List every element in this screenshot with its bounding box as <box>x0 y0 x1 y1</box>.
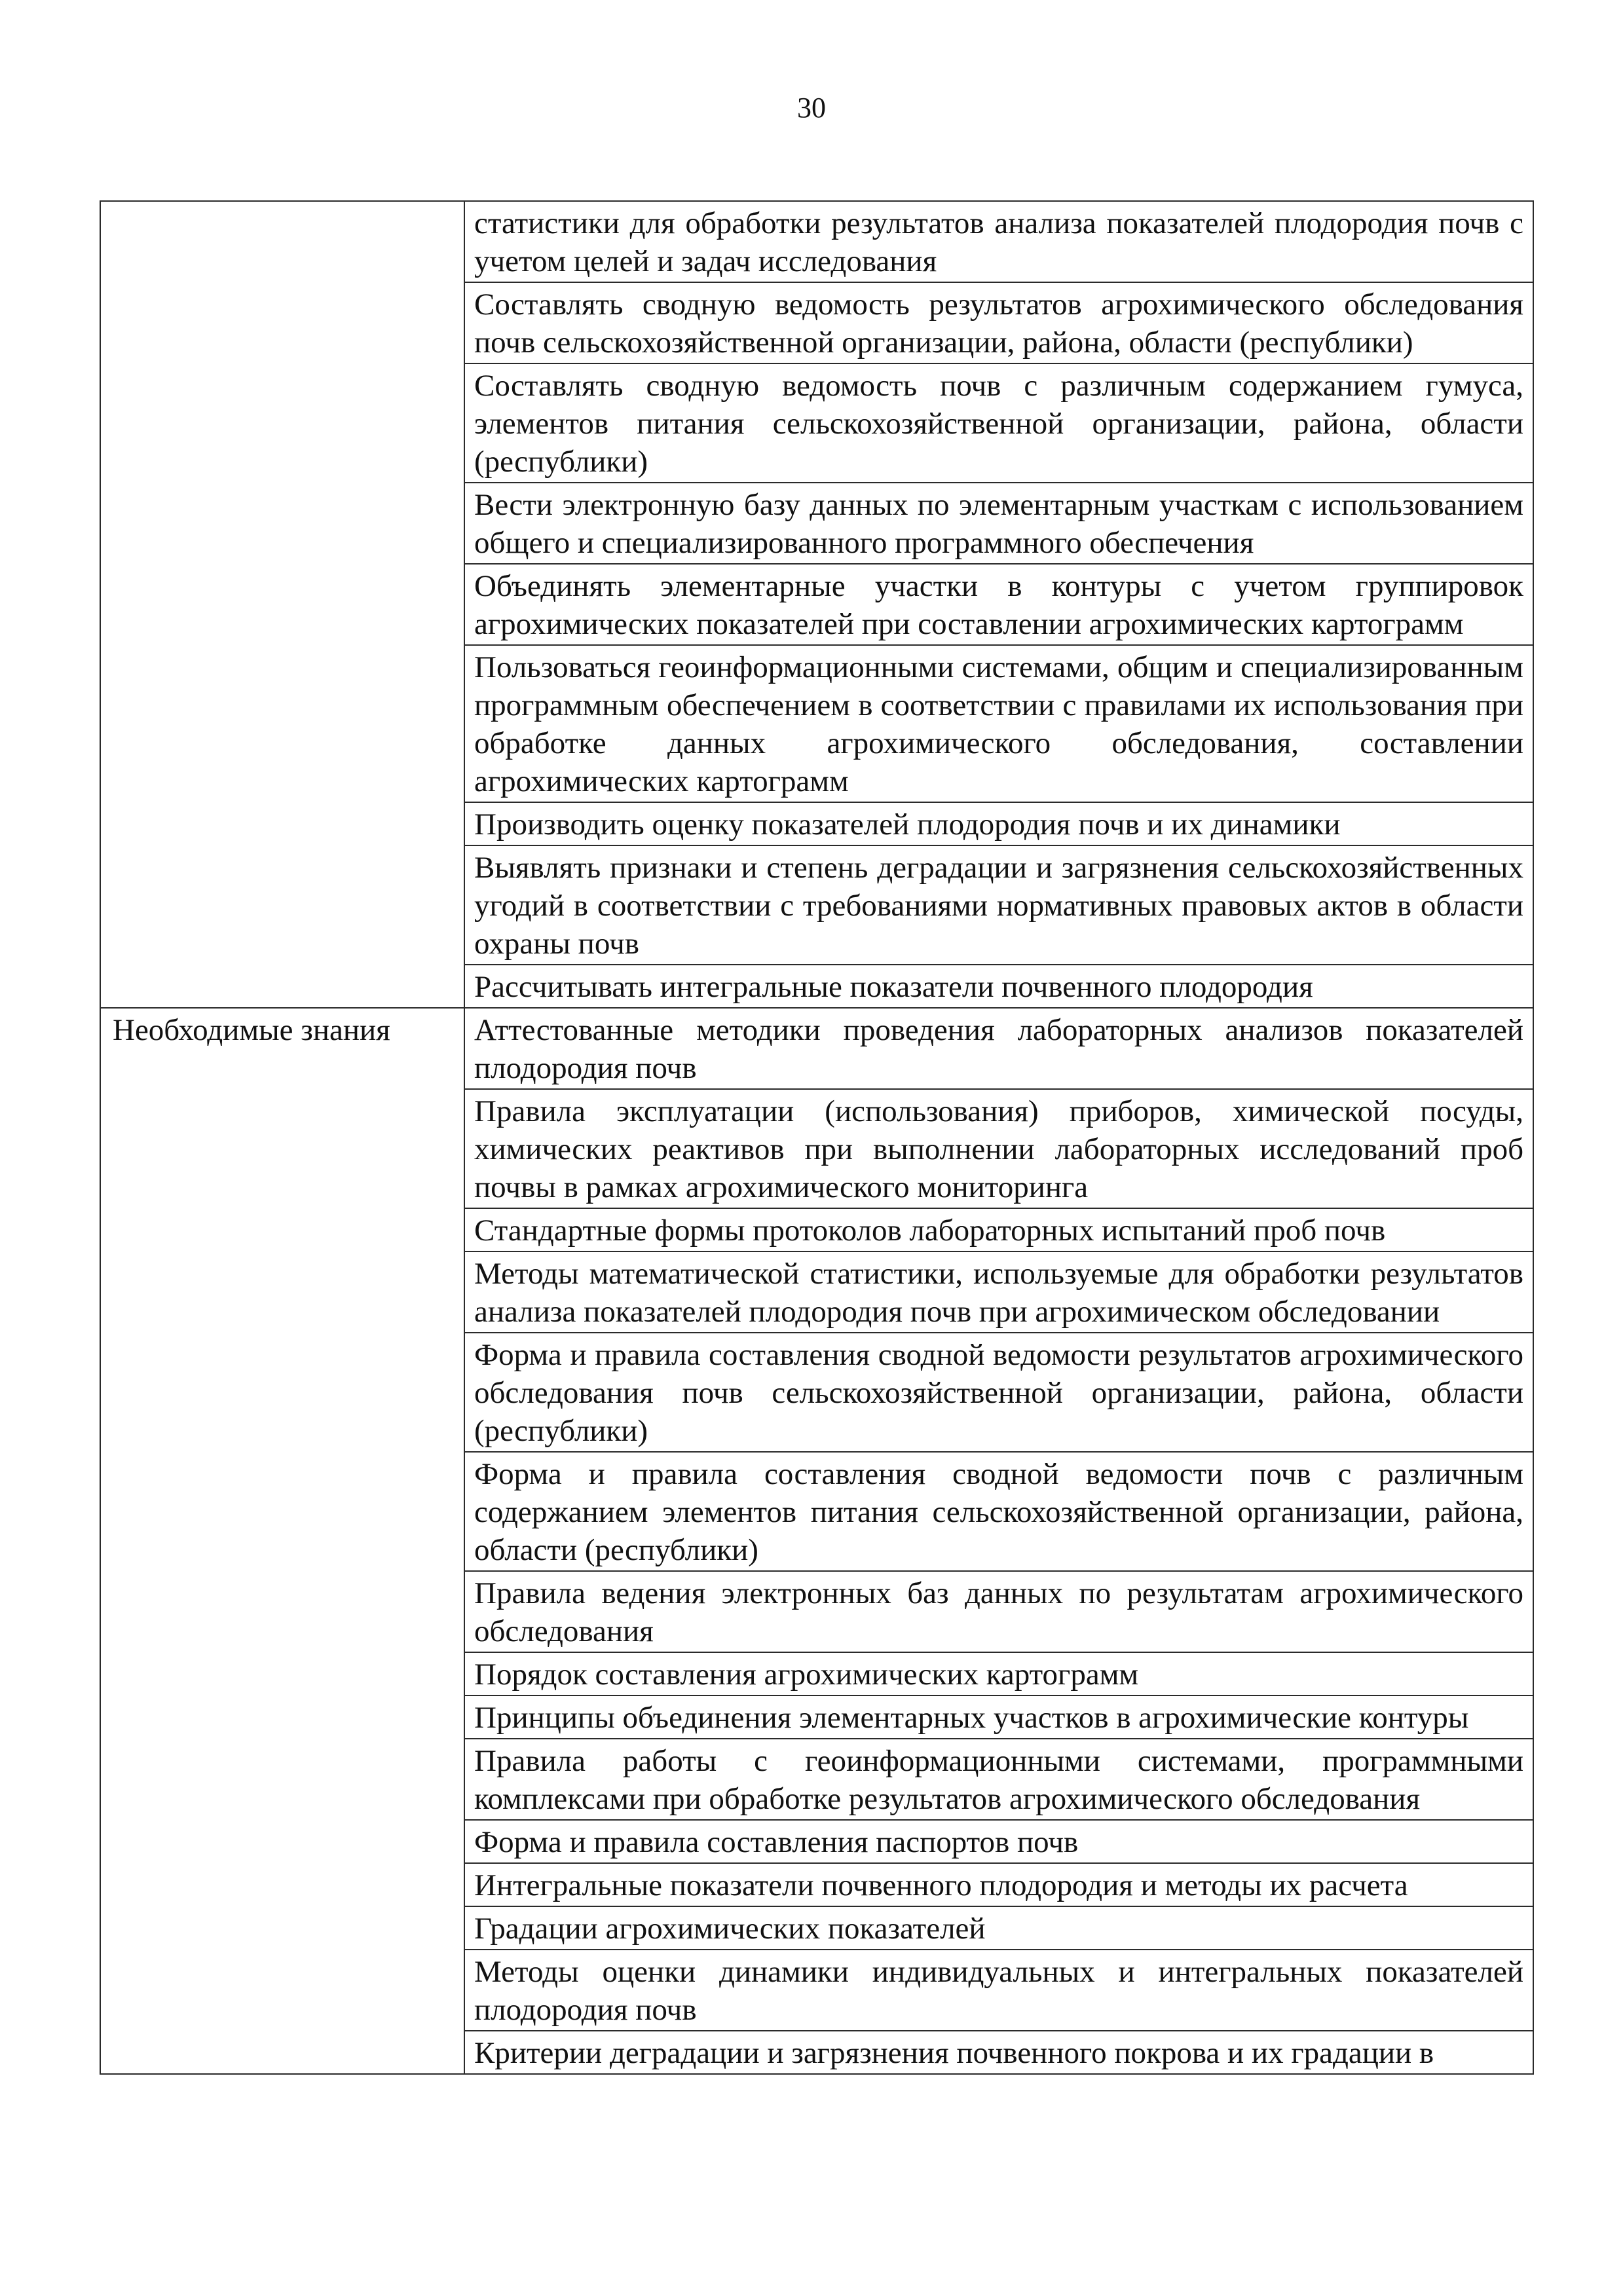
knowledge-item: Порядок составления агрохимических картограмм <box>464 1652 1533 1695</box>
knowledge-item: Правила ведения электронных баз данных по результатам агрохимического обследования <box>464 1571 1533 1652</box>
competency-table <box>100 200 1534 2075</box>
skill-row <box>100 201 1533 282</box>
table-body <box>100 201 1533 2074</box>
skill-item: Рассчитывать интегральные показатели почвенного плодородия <box>464 965 1533 1008</box>
knowledge-label: Необходимые знания <box>100 1008 464 2074</box>
knowledge-item: Критерии деградации и загрязнения почвенного покрова и их градации в <box>464 2031 1533 2074</box>
knowledge-item: Правила работы с геоинформационными системами, программными комплексами при обработке результатов агрохимического обследования <box>464 1739 1533 1820</box>
skill-item: Вести электронную базу данных по элементарным участкам с использованием общего и специализированного программного обеспечения <box>464 483 1533 564</box>
knowledge-item: Методы оценки динамики индивидуальных и интегральных показателей плодородия почв <box>464 1950 1533 2031</box>
skills-label-cell <box>100 201 464 1008</box>
skill-item: Выявлять признаки и степень деградации и загрязнения сельскохозяйственных угодий в соответствии с требованиями нормативных правовых актов в области охраны почв <box>464 845 1533 965</box>
knowledge-item: Форма и правила составления сводной ведомости почв с различным содержанием элементов питания сельскохозяйственной организации, района, области (республики) <box>464 1452 1533 1571</box>
page-number: 30 <box>797 92 826 124</box>
knowledge-row <box>100 1008 1533 1089</box>
knowledge-item: Принципы объединения элементарных участков в агрохимические контуры <box>464 1695 1533 1739</box>
skill-item: статистики для обработки результатов анализа показателей плодородия почв с учетом целей и задач исследования <box>464 201 1533 282</box>
knowledge-item: Стандартные формы протоколов лабораторных испытаний проб почв <box>464 1208 1533 1251</box>
knowledge-item: Форма и правила составления паспортов почв <box>464 1820 1533 1863</box>
skill-item: Объединять элементарные участки в контуры с учетом группировок агрохимических показателей при составлении агрохимических картограмм <box>464 564 1533 645</box>
skill-item: Составлять сводную ведомость результатов агрохимического обследования почв сельскохозяйственной организации, района, области (республики) <box>464 282 1533 363</box>
knowledge-item: Аттестованные методики проведения лабораторных анализов показателей плодородия почв <box>464 1008 1533 1089</box>
skill-item: Составлять сводную ведомость почв с различным содержанием гумуса, элементов питания сельскохозяйственной организации, района, области (республики) <box>464 363 1533 483</box>
knowledge-item: Интегральные показатели почвенного плодородия и методы их расчета <box>464 1863 1533 1906</box>
knowledge-item: Градации агрохимических показателей <box>464 1906 1533 1950</box>
knowledge-item: Методы математической статистики, используемые для обработки результатов анализа показателей плодородия почв при агрохимическом обследовании <box>464 1251 1533 1333</box>
skill-item: Пользоваться геоинформационными системами, общим и специализированным программным обеспечением в соответствии с правилами их использования при обработке данных агрохимического обследования, составлении агрохимических картограмм <box>464 645 1533 802</box>
knowledge-item: Правила эксплуатации (использования) приборов, химической посуды, химических реактивов при выполнении лабораторных исследований проб почвы в рамках агрохимического мониторинга <box>464 1089 1533 1208</box>
skill-item: Производить оценку показателей плодородия почв и их динамики <box>464 802 1533 845</box>
knowledge-item: Форма и правила составления сводной ведомости результатов агрохимического обследования почв сельскохозяйственной организации, района, области (республики) <box>464 1333 1533 1452</box>
